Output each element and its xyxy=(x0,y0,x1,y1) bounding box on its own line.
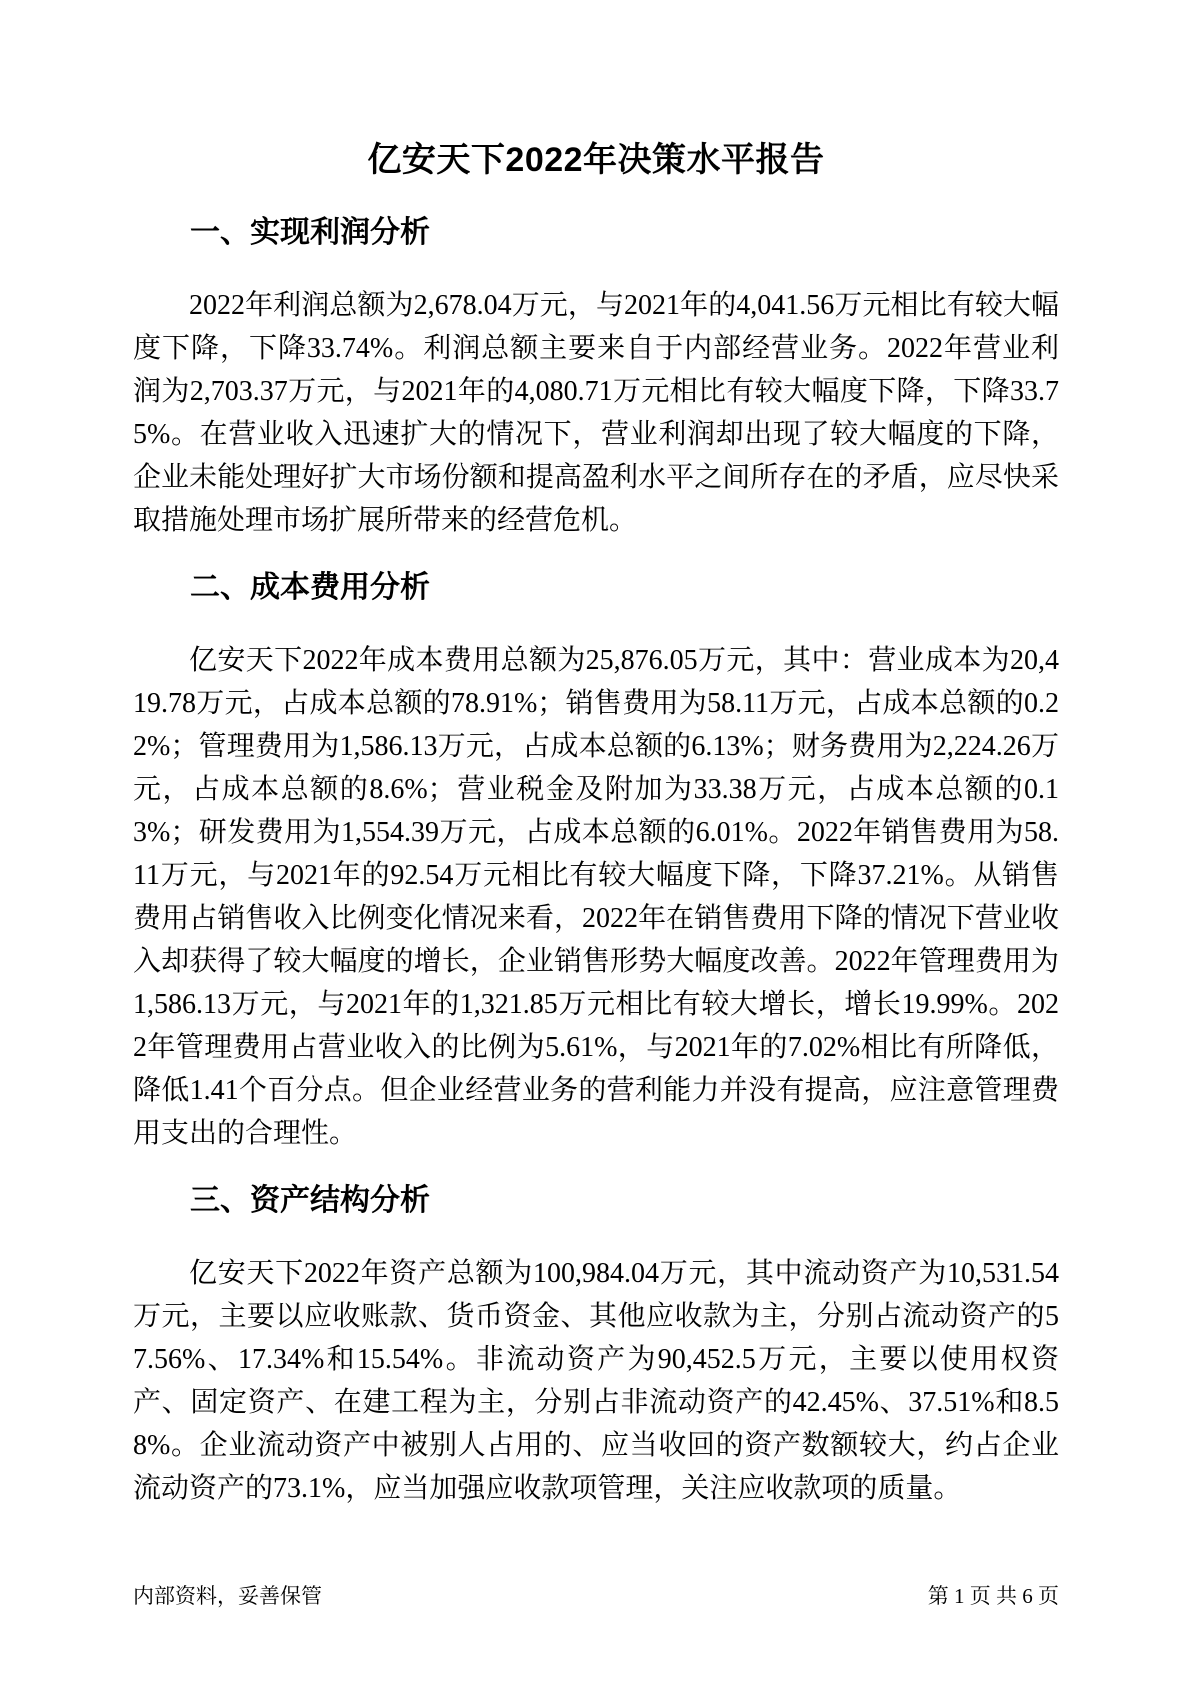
page-footer xyxy=(133,1583,1059,1610)
section-cost-analysis xyxy=(133,570,1059,1155)
section-heading-asset-structure-analysis: 三、资产结构分析 xyxy=(190,1184,430,1217)
section-paragraph-asset-structure-analysis: 亿安天下2022年资产总额为100,984.04万元，其中流动资产为10,531.54万元，主要以应收账款、货币资金、其他应收款为主，分别占流动资产的57.56%、17.34%和15.54%。非流动资产为90,452.5万元，主要以使用权资产、固定资产、在建工程为主，分别占非流动资产的42.45%、37.51%和8.58%。企业流动资产中被别人占用的、应当收回的资产数额较大，约占企业流动资产的73.1%，应当加强应收款项管理，关注应收款项的质量。 xyxy=(133,1258,1059,1504)
footer-page-number: 第 1 页 共 6 页 xyxy=(927,1584,1059,1608)
section-heading-cost-analysis: 二、成本费用分析 xyxy=(190,571,430,604)
section-asset-structure-analysis xyxy=(133,1183,1059,1510)
section-heading-profit-analysis: 一、实现利润分析 xyxy=(190,216,430,249)
section-profit-analysis xyxy=(133,215,1059,542)
section-paragraph-profit-analysis: 2022年利润总额为2,678.04万元，与2021年的4,041.56万元相比有较大幅度下降，下降33.74%。利润总额主要来自于内部经营业务。2022年营业利润为2,703.37万元，与2021年的4,080.71万元相比有较大幅度下降，下降33.75%。在营业收入迅速扩大的情况下，营业利润却出现了较大幅度的下降，企业未能处理好扩大市场份额和提高盈利水平之间所存在的矛盾，应尽快采取措施处理市场扩展所带来的经营危机。 xyxy=(133,290,1059,536)
page-title: 亿安天下2022年决策水平报告 xyxy=(367,141,825,179)
footer-confidentiality-note: 内部资料，妥善保管 xyxy=(133,1585,322,1608)
section-paragraph-cost-analysis: 亿安天下2022年成本费用总额为25,876.05万元，其中：营业成本为20,419.78万元，占成本总额的78.91%；销售费用为58.11万元，占成本总额的0.22%；管理费用为1,586.13万元，占成本总额的6.13%；财务费用为2,224.26万元，占成本总额的8.6%；营业税金及附加为33.38万元，占成本总额的0.13%；研发费用为1,554.39万元，占成本总额的6.01%。2022年销售费用为58.11万元，与2021年的92.54万元相比有较大幅度下降，下降37.21%。从销售费用占销售收入比例变化情况来看，2022年在销售费用下降的情况下营业收入却获得了较大幅度的增长，企业销售形势大幅度改善。2022年管理费用为1,586.13万元，与2021年的1,321.85万元相比有较大增长，增长19.99%。2022年管理费用占营业收入的比例为5.61%，与2021年的7.02%相比有所降低，降低1.41个百分点。但企业经营业务的营利能力并没有提高，应注意管理费用支出的合理性。 xyxy=(133,645,1059,1149)
